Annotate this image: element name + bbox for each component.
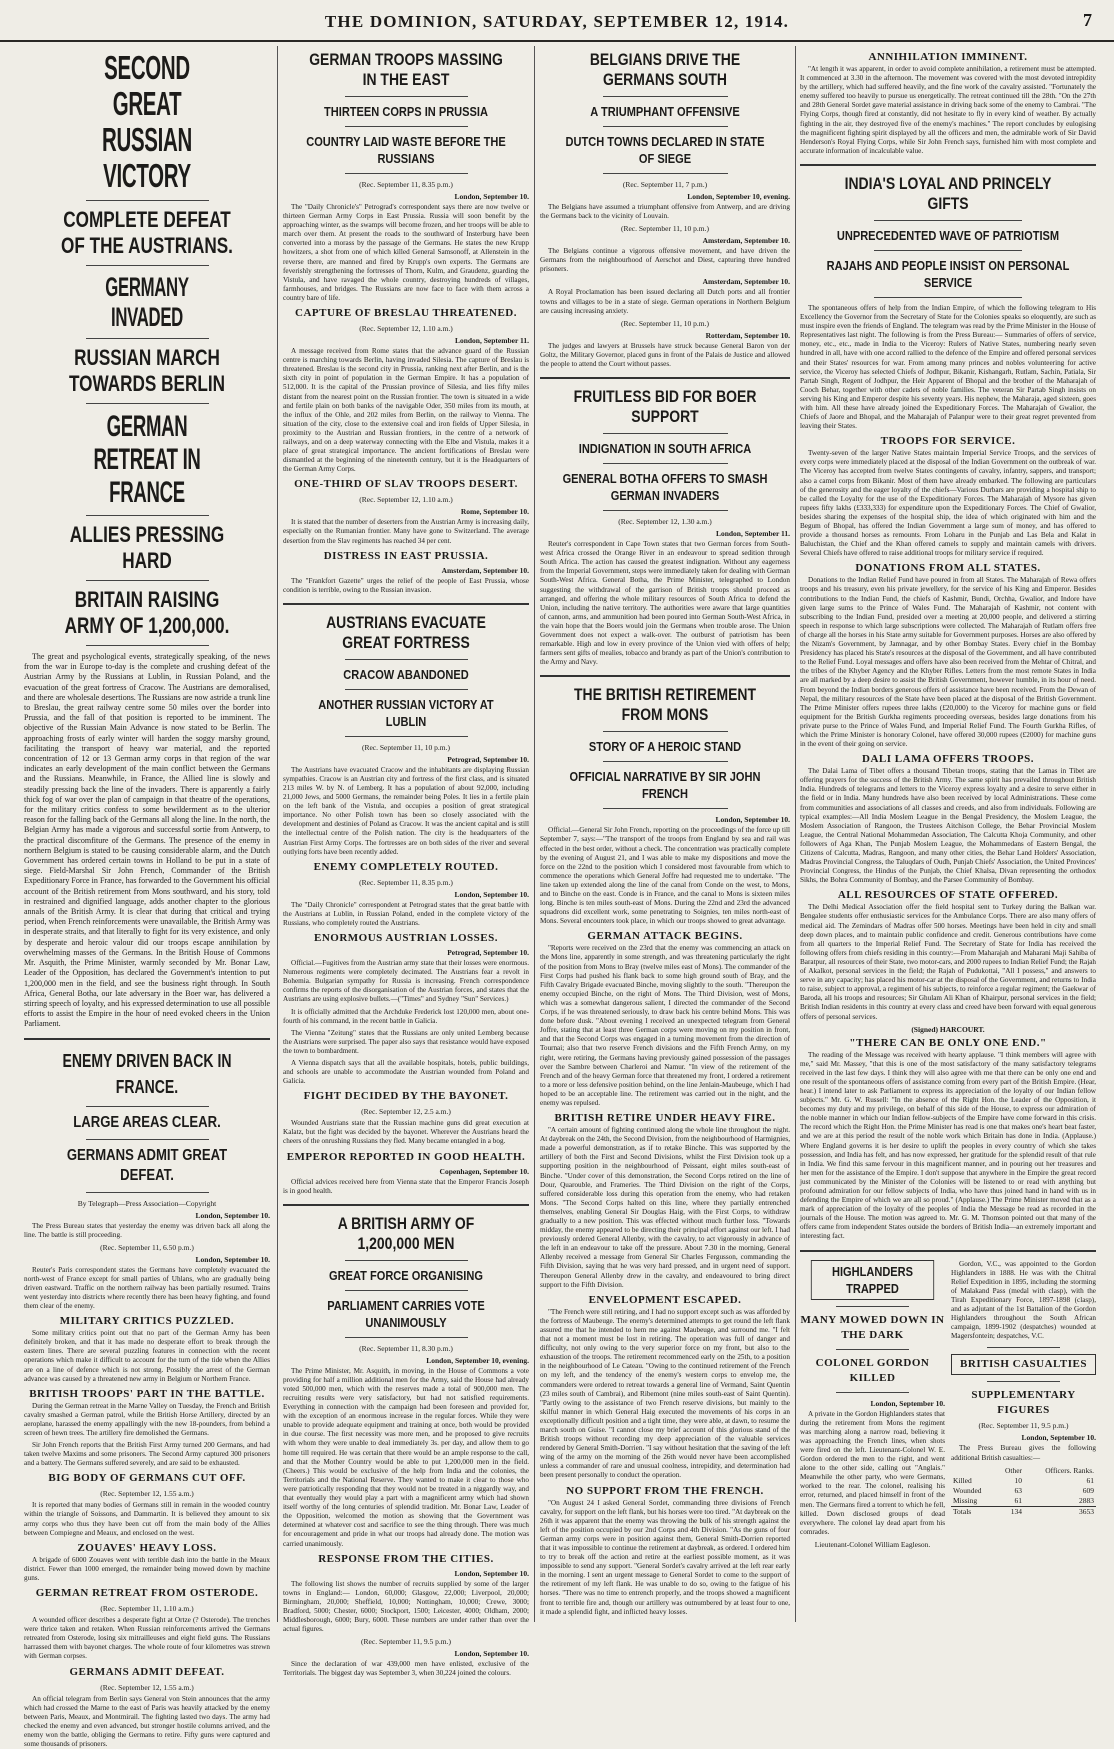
paragraph: The "Frankfort Gazette" urges the relief of the people of East Prussia, whose condition is terrible, owing to the Russian invasion. — [283, 576, 529, 594]
received-line: (Rec. September 12, 1.10 a.m.) — [359, 495, 453, 505]
section-heading: ONE-THIRD OF SLAV TROOPS DESERT. — [294, 478, 518, 491]
column-rule — [534, 46, 535, 1622]
dateline: London, September 11. — [454, 336, 529, 346]
dateline: Copenhagen, September 10. — [439, 1166, 529, 1176]
subheadline: A TRIUMPHANT OFFENSIVE — [590, 104, 740, 119]
dateline: Rome, September 10. — [460, 507, 529, 517]
section-heading: BIG BODY OF GERMANS CUT OFF. — [48, 1472, 246, 1485]
paragraph: Donations to the Indian Relief Fund have poured in from all States. The Maharajah of Rewa offers troops and his treasury, even his private jewellery, for the service of his King and Emperor. Besides contributions to the Indian Fund, the chiefs of Kashmir, Bundi, Orchha, Gwalior, and Indore have given large sums to the Prince of Wales Fund. The Maharajah of Kashmir, not content with subscribing to the Indian Fund, presided over a meeting at 20,000 people, and delivered a stirring speech in response to which large subscriptions were collected. The Maharajah of Rutlam offers free of charge all the horses in his State army suitable for Government purposes. Horses are also offered by the Nizam's Government, by Jamnagar, and by other Bombay States. Every chief in the Bombay Presidency has placed his State's resources at the disposal of the Government, and all have contributed to the Relief Fund. Loyal messages and offers have also been received from the Mehtar of Chitral, and the tribes of the Khyber Agency and the Khyber Rifles. Letters from the most remote States in India are all marked by a deep desire to assist the British Government, however humble, in its hour of need. From beyond the Indian borders generous offers of assistance have been received. From the Dewan of Nepal, the military resources of the State have been placed at the disposal of the British Government. The Prime Minister offers rupees three lakhs (£20,000) to the Viceroy for machine guns or field equipment for the British Gurkha regiments proceeding overseas, besides large donations from his private purse to the Prince of Wales Fund, and Imperial Relief Fund. The Fourth Gurkha Rifles, of which the Prime Minister is honorary Colonel, have offered 30,000 rupees (£2000) for machine guns in the event of their going on service. — [800, 576, 1096, 749]
section-heading: GERMAN RETREAT FROM OSTERODE. — [35, 1587, 259, 1600]
paragraph: The Delhi Medical Association offer the field hospital sent to Turkey during the Balkan war. Bengalee students offer enthusiastic services for the Ambulance Corps. There are also many offers of medical aid. The Zemindars of Madras offer 500 horses. Meetings have been held in city and small deep down places, and to maintain public confidence and credit. Generous contributions have come from all quarters to the Imperial Relief Fund. The Secretary of State for India has received the following offers from chiefs residing in this country:—From Maharajah and Maharani Maji Sahiba of Baratpur, all resources of their State, two motor-cars, and 2000 rupees to Indian Relief Fund; the Rajah of Akalkot, personal services in the field; the Rajah of Pudukottai, "All I possess," and answers to serve in any capacity; has placed his motor-car at the disposal of the Government, and returns to India to raise, subject to approval, a regiment of his subjects, to reinforce a regular regiment; the Gaekwar of Baroda, all his troops and resources; Sir Ghulam Ali Khan of Khairpur, personal services in the field; British Indian residents in this country at every class and creed have been forward with equal generous offers of personal services. — [800, 903, 1096, 1021]
bottom-stories — [800, 1260, 1096, 1552]
column-3 — [540, 50, 790, 1620]
dateline: London, September 10. — [454, 192, 529, 201]
subheadline: DUTCH TOWNS DECLARED IN STATE OF SIEGE — [565, 134, 765, 166]
section-heading: CAPTURE OF BRESLAU THREATENED. — [295, 307, 517, 320]
paragraph: A Vienna dispatch says that all the available hospitals, hotels, public buildings, and schools are unable to accommodate the Austrian wounded from Poland and Galicia. — [283, 1058, 529, 1086]
photo-caption: Lieutenant-Colonel William Eagleson. — [814, 1539, 931, 1549]
paragraph: A Royal Proclamation has been issued declaring all Dutch ports and all frontier towns and villages to be in a state of siege. German operations in Northern Belgium are causing increasing anxiety. — [540, 288, 790, 315]
subheadline: COLONEL GORDON KILLED — [815, 1356, 930, 1384]
dateline: Petrograd, September 10. — [447, 948, 529, 958]
paragraph: The Prime Minister, Mr. Asquith, in moving, in the House of Commons a vote providing for half a million additional men for the Army, said the House had already voted 500,000 men, which with the reserves made a total of 900,000 men. The recruiting results were very satisfactory, but had not satisfied requirements. Everything in connection with the campaign had been foreseen and provided for, with the exception of an enormous increase in the regular forces. While they were unable to provide adequate equipment and training at once, both would be provided in due course. The first necessity was more men, and he proposed to give recruits with whom they were unable to deal immediately 3s. per day, and allow them to go home till required. He was certain that there would be an ample response to the call, and that the Mother Country would be able to put 1,200,000 men in the field. (Cheers.) This would be exclusive of the help from India and the colonies, the Territorials and the National Reserve. They wanted to make it clear to those who were patriotically responding that they would not be treated in a niggardly way, and that eventually they would play a part with a magnificent army which had shown itself worthy of the long centuries of splendid tradition. Mr. Bonar Law, Leader of the Opposition, welcomed the motion as showing that the Government was determined at whatever cost and sacrifice to see the thing through. There was much for encouragement and pride in what our troops had already done. The motion was carried unanimously. — [283, 1366, 529, 1548]
section-heading: NO SUPPORT FROM THE FRENCH. — [566, 1484, 764, 1497]
received-line: (Rec. September 11, 10 p.m.) — [361, 742, 451, 752]
received-line: (Rec. September 11, 9.5 p.m.) — [978, 1421, 1069, 1431]
section-heading: EMPEROR REPORTED IN GOOD HEALTH. — [286, 1150, 526, 1163]
column-rule — [277, 46, 278, 1622]
received-line: (Rec. September 11, 9.5 p.m.) — [361, 1637, 451, 1647]
headline: RUSSIAN MARCH TOWARDS BERLIN — [68, 345, 226, 396]
paragraph: "On August 24 I asked General Sordet, commanding three divisions of French cavalry, for support on the left flank, but his horses were too tired. "At daybreak on the 26th it was apparent that the enemy was throwing the bulk of his strength against the left of the position occupied by our 2nd Corps and 4th Division. "As the guns of four German army corps were in position against them, General Smith-Dorrien reported that it was impossible to continue the retirement at daybreak, as ordered. I ordered him to try to break off the action and retire at the earliest possible moment, as it was impossible to send any support. "General Sordet's cavalry arrived at the left rear early in the morning. I sent an urgent message to General Sordet to come to the support of the retirement of my left flank. He was unable to do so, owing to the fatigue of his horses. "There was no time to entrench properly, and the troops showed a magnificent front to terrible fire and, though our artillery was outnumbered by at least four to one, it made a splendid fight, and inflicted heavy losses. — [540, 1498, 790, 1616]
received-line: (Rec. September 11, 8.35 p.m.) — [359, 180, 453, 189]
section-heading: DONATIONS FROM ALL STATES. — [855, 562, 1041, 575]
paragraph: An official telegram from Berlin says General von Stein announces that the army which had crossed the Marne to the east of Paris was heavily attacked by the enemy between Paris, Meaux, and Montmirail. The fighting lasted two days. The army had checked the enemy and even advanced, but stronger hostile columns arrived, and the enemy won the battle, obliging the Germans to retire. Fifty guns were captured and some thousands of prisoners. — [24, 1694, 270, 1748]
section-heading: ALL RESOURCES OF STATE OFFERED. — [837, 889, 1059, 902]
paragraph: The Belgians have assumed a triumphant offensive from Antwerp, and are driving the Germans back to the vicinity of Louvain. — [540, 203, 790, 221]
paragraph: Sir John French reports that the British First Army turned 200 Germans, and had taken twelve Maxims and some prisoners. The Second Army captured 300 prisoners and a battery. The Germans suffered severely, and are said to be exhausted. — [24, 1441, 270, 1468]
headline: HIGHLANDERS TRAPPED — [811, 1260, 934, 1300]
section-heading: DISTRESS IN EAST PRUSSIA. — [323, 549, 489, 562]
dateline: London, September 10, evening. — [687, 192, 790, 201]
dateline: London, September 10. — [454, 1568, 529, 1578]
headline: ALLIES PRESSING HARD — [69, 522, 225, 573]
paragraph: The following list shows the number of recruits supplied by some of the larger towns in England:— London, 60,000; Glasgow, 22,000; Liverpool, 20,000; Birmingham, 20,000; Sheffield, 10,000; Nottingham, 10,000; Crewe, 3000; Bradford, 5000; Chester, 6000; Stockport, 1500; Leicester, 4000; Oldham, 2000; Middlesborough, 6000; Bury, 6000. These numbers are under rather than over the actual figures. — [283, 1579, 529, 1634]
paragraph: Official advices received here from Vienna state that the Emperor Francis Joseph is in good health. — [283, 1177, 529, 1195]
paragraph: "Reports were received on the 23rd that the enemy was commencing an attack on the Mons line, apparently in some strength, and was threatening particularly the right of the position from Mons to Bray (twelve miles east of Mons). The commander of the First Corps had pushed his flank back to some high ground south of Bray, and the Fifth Cavalry Brigade evacuated Binche, moving slightly to the south. "Thereupon the enemy occupied Binche, on the right of Mons. The Third Division, west of Mons, which was a somewhat dangerous salient, I directed the commander of the Second Corps, if he was threatened seriously, to draw back his centre behind Mons. This was done before dusk. "About evening I received an unexpected telegram from General Joffre, stating that at least three German corps were moving on my position in front, and that the Second Corps was engaged in a turning movement from the direction of Tournai; also that two reserve French divisions and the Fifth French Army, on my right, were retiring, the Germans having previously gained possession of the passages over the Sambre between Charleroi and Namur. "In view of the retirement of the French and of the heavy German force that threatened my front, I ordered a retirement to a more or less defensive position behind, on the line Jenlain-Maubeuge, which I had hoped to be an acceptable line. The retirement was carried out in the night, and the enemy was repulsed. — [540, 944, 790, 1107]
dateline: Amsterdam, September 10. — [441, 565, 529, 575]
section-heading: GERMAN ATTACK BEGINS. — [587, 930, 743, 943]
paragraph: A private in the Gordon Highlanders states that during the retirement from Mons the regiment was marching along a narrow road, believing it was approaching the French lines, when shots were fired on the left. Lieutenant-Colonel W. E. Gordon ordered the men to the right, and went alone to the other side, calling out "Anglais." Meanwhile the other party, who were Germans, worked to the rear. The colonel, realising his error, returned, and placed himself in front of the men. The Germans fired a torrent to which he fell, killed. Down disclosed groups of dead everywhere. The colonel lay dead apart from his comrades. — [800, 1409, 945, 1536]
headline: A BRITISH ARMY OF 1,200,000 MEN — [337, 1213, 475, 1253]
section-heading: FIGHT DECIDED BY THE BAYONET. — [303, 1090, 509, 1103]
summary-article: The great and psychological events, strategically speaking, of the news from the war in Europe to-day is the complete and crushing defeat of the Austrian Army by the Russians at Lublin, in Russian Poland, and the evacuation of the great fortress of Cracow. The Austrians are demoralised, and there are wholesale desertions. The Russians are now astride a trunk line to Breslau, the great railway centre some 50 miles over the border into Prussia, and the fall of that position is reported to be imminent. The objective of the Russian Main Advance is now stated to be Berlin. The approaching frosts of early winter will harden the soggy marshy ground, facilitating the transport of heavy war material, and the reported concentration of 12 or 13 German army corps in that region of the war indicates an early development of the main conflict between the Germans and the Russians. Meanwhile, in France, the Allied line is slowly and steadily pressing back the line of the invaders. There is apparently a fairly thick fog of war over the plan of campaign in that theatre of the operations, for the military critics confess to some bewilderment as to the ulterior reason for the falling back of the Germans all along the line. In the north, the Belgian Army has made a vigorous and successful sortie from Antwerp, to the practical discomfiture of the Germans. The presence of the enemy in northern Belgium is stated to be causing considerable alarm, and the Dutch Government has ordered certain towns in Holland to be put in a state of siege. Field-Marshal Sir John French, Commander of the British Expeditionary Force in France, has forwarded to the Government his official account of the British retirement from Mons southward, and his story, told in restrained and dignified language, adds another chapter to the glorious annals of the British Army. It is clear that during that critical and trying period, when French reinforcements were unavailable, the British Army was in desperate straits, and that literally to fight for its very existence, and only by desperate and heroic valour did our troops escape annihilation by overwhelming masses of the Germans. In the British House of Commons Mr. Asquith, the Prime Minister, warmly seconded by Mr. Bonar Law, Leader of the Opposition, has declared the Government's intention to put 1,200,000 men in the field, and see the business right through. In South Africa, General Botha, our late adversary in the Boer war, has delivered a stirring speech of loyalty, and his expressed determination to use all possible efforts to assist the Empire in the hour of need evoked cheers in the Union Parliament. — [24, 652, 270, 1029]
headline: GERMAN RETREAT IN FRANCE — [93, 410, 201, 509]
column-1 — [24, 49, 270, 1748]
received-line: (Rec. September 11, 7 p.m.) — [622, 180, 708, 189]
paragraph: The spontaneous offers of help from the Indian Empire, of which the following telegram to His Excellency the Governor from the Secretary of State for the Colonies speaks so eloquently, are such as must inspire even the friends of England. The telegram was read by the Prime Minister in the House of Representatives last night. The following is from the Press Bureau:— Summaries of offers of service, money, etc., etc., made in India to the Viceroy: Rulers of Native States, numbering nearly seven hundred in all, have with one accord rallied to the defence of the Empire and offered personal services and their States' resources for war. From among many princes and nobles volunteering for active service, the Viceroy has selected Chiefs of Jodhpur, Bikanir, Kishangarh, Rutlam, Sachin, Patiala, Sir Partab Singh, Regent of Jodhpur, the Heir Apparent of Bhopal and the brother of the Maharajah of Cooch Behar, together with other cadets of noble families. The veteran Sir Partab Singh insists on serving his King and Emperor despite his seventy years. His nephew, the Maharaja, aged sixteen, goes with him. All these have already joined the Expeditionary Forces. The Maharajah of Gwalior, the Chiefs of Jaore and Bhopal, and the Maharajah of Palanpur were to their great regret prevented from leaving their States. — [800, 303, 1096, 431]
section-heading: GERMANS ADMIT DEFEAT. — [69, 1665, 225, 1678]
section-heading: "THERE CAN BE ONLY ONE END." — [849, 1036, 1047, 1049]
paragraph: Gordon, V.C., was appointed to the Gordon Highlanders in 1888. He was with the Chitral Relief Expedition in 1895, including the storming of Malakand Pass (medal with clasp), with the Tirah Expeditionary Force, 1897-1898 (clasp), and as adjutant of the 1st Battalion of the Gordon Highlanders throughout the South African campaign, 1899-1902 (despatches) wounded at Magersfontein; despatches, V.C. — [951, 1259, 1096, 1341]
section-heading: ANNIHILATION IMMINENT. — [868, 51, 1028, 63]
section-heading: BRITISH TROOPS' PART IN THE BATTLE. — [29, 1387, 265, 1400]
dateline: Rotterdam, September 10. — [705, 330, 790, 340]
subheadline: GENERAL BOTHA OFFERS TO SMASH GERMAN INVADERS — [562, 471, 768, 504]
headline: BRITAIN RAISING ARMY OF 1,200,000. — [64, 587, 230, 638]
section-heading: TROOPS FOR SERVICE. — [880, 435, 1016, 448]
dateline: Amsterdam, September 10. — [702, 277, 790, 287]
table-header: Other Officers. Ranks. — [1004, 1465, 1094, 1475]
subheadline: UNPRECEDENTED WAVE OF PATRIOTISM — [836, 227, 1060, 243]
paragraph: The "Daily Chronicle" correspondent at Petrograd states that the great battle with the Austrians at Lublin, in Russian Poland, ended in the complete victory of the Russians, who completely routed the Austrians. — [283, 900, 529, 927]
paragraph: A wounded officer describes a desperate fight at Ortze (? Osterode). The trenches were thrice taken and retaken. When Russian reinforcements arrived the Germans retreated from Osterode, losing six mitrailleuses and eight field guns. The Russians harrassed them with bayonet charges. The whole route of four kilometres was strewn with German corpses. — [24, 1616, 270, 1661]
paragraph: A brigade of 6000 Zouaves went with terrible dash into the battle in the Meaux district. Fewer than 1000 emerged, the remainder being mowed down by machine guns. — [24, 1555, 270, 1582]
received-line: (Rec. September 12, 1.55 a.m.) — [100, 1682, 194, 1692]
received-line: (Rec. September 11, 10 p.m.) — [620, 318, 710, 328]
dateline: London, September 10. — [195, 1210, 270, 1220]
column-2 — [283, 50, 529, 1678]
paragraph: Wounded Austrians state that the Russian machine guns did great execution at Kalatz, but the fight was decided by the bayonet. Wherever the Austrians heard the cheers of the onrushing Russians they fled. Many became entangled in a bog. — [283, 1119, 529, 1146]
subheadline: GERMANS ADMIT GREAT DEFEAT. — [66, 1146, 228, 1184]
paragraph: The reading of the Message was received with hearty applause. "I think members will agree with me," said Mr. Massey, "that this is one of the most satisfactory of the many satisfactory telegrams received in the last few days. I think they will also agree with me that there can be only one end and one result of the spontaneous offers of assistance coming from every part of the British Empire. (Hear, hear.) I intend later to ask Parliament to express its appreciation of the loyalty of our Indian fellow subjects." Mr. G. W. Russell: "In the absence of the Right Hon. the Leader of the Opposition, it becomes my duty and my privilege, on behalf of this side of the House, to express our admiration of the noble manner in which our Indian fellow-subjects of the Empire have come forward in this crisis. The record which the Right Hon. the Prime Minister has read is one that makes one's heart beat faster, and we are at this period the result of the noble work which Britain has done in India. (Applause.) Where England governs it is her desire to uplift the peoples in every country of which she takes possession, and India has felt, and has now expressed, her gratitude for the splendid result of that rule in India. We find this same fervour in this magnificent manner, and in pouring out her treasures and her men for the assistance of the Empire. I don't suppose that anywhere in the Empire the great record just communicated by the Minister of the Colonies will be listened to or read with anything but profound admiration for our fellow subjects of India, who have thus joined hand in hand with us in defending the Empire of which we are all so proud." (Applause.) The Prime Minister moved that as a mark of appreciation of the loyalty of the peoples of India the Message be read as recorded in the journals of the House. The motion was agreed to. Mr. G. M. Thomson pointed out that many of the offers came from independent States outside the borders of British India—an extremely important and interesting fact. — [800, 1050, 1096, 1241]
masthead — [0, 0, 1114, 42]
wire-credit: By Telegraph—Press Association—Copyright — [77, 1198, 217, 1208]
received-line: (Rec. September 11, 6.50 p.m.) — [100, 1242, 194, 1252]
dateline: London, September 10. — [454, 1649, 529, 1659]
casualties-story — [951, 1260, 1096, 1552]
paragraph: Reuter's correspondent in Cape Town states that two German forces from South-west Africa crossed the Orange River in an endeavour to spread sedition through South Africa. The action has caused the greatest indignation. Without any eagerness from the Imperial Government, steps were immediately taken for dealing with German South-West Africa. General Botha, the Prime Minister, telegraphed to London suggesting the withdrawal of the garrison of British troops should proceed as arranged, and offering the whole military resources of South Africa to defend the Union, including the native territory. The authorities were aware that large quantities of cannon, arms, and ammunition had been poured into German South-West Africa, in the vain hope that the Boers would join the Germans when trouble arose. The Union Government does not expect a walk-over. The outburst of patriotism has been remarkable. High and low in every province of the Union vied with offers of help; farmers sent gifts of mealies, tobacco and brandy as part of the Union's contribution to the Army and Navy. — [540, 540, 790, 667]
section-heading: ZOUAVES' HEAVY LOSS. — [77, 1541, 217, 1554]
dateline: Petrograd, September 10. — [447, 754, 529, 764]
received-line: (Rec. September 12, 1.30 a.m.) — [618, 517, 712, 527]
dateline: Amsterdam, September 10. — [702, 236, 790, 246]
section-heading: MILITARY CRITICS PUZZLED. — [59, 1315, 235, 1328]
subheadline: THIRTEEN CORPS IN PRUSSIA — [324, 104, 488, 119]
paragraph: "At length it was apparent, in order to avoid complete annihilation, a retirement must be attempted. It commenced at 3.30 in the afternoon. The movement was covered with the most devoted intrepidity by the artillery, which had suffered heavily, and the fine work of the cavalry assisted. "Fortunately the enemy suffered too heavily to pursue us energetically. The retreat continued till the 28th. "On the 27th and 28th General Sordet gave material assistance in driving back some of the enemy to Cambrai. "The Flying Corps, though fired at constantly, did not hesitate to fly in every kind of weather. By actually fighting in the air, they destroyed five of the enemy's machines." The report concludes by eulogising the magnificent fighting spirit displayed by all the officers and men, the admirable work of Sir David Henderson's Royal Flying Corps, while Sir John French says, furnished him with most complete and accurate information of incalculable value. — [800, 65, 1096, 155]
highlanders-story — [800, 1260, 945, 1552]
subheadline: INDIGNATION IN SOUTH AFRICA — [578, 441, 752, 457]
subheadline: SUPPLEMENTARY FIGURES — [971, 1389, 1076, 1417]
received-line: (Rec. September 11, 8.35 p.m.) — [359, 877, 453, 887]
casualty-table — [951, 1466, 1096, 1517]
received-line: (Rec. September 12, 1.55 a.m.) — [100, 1489, 194, 1499]
headline: INDIA'S LOYAL AND PRINCELY GIFTS — [844, 173, 1052, 213]
headline-main: SECOND GREAT RUSSIAN VICTORY — [102, 49, 192, 194]
paragraph: Since the declaration of war 439,000 men have enlisted, exclusive of the Territorials. The biggest day was September 3, when 30,224 joined the colours. — [283, 1660, 529, 1678]
paragraph: Some military critics point out that no part of the German Army has been definitely broken, and that it has made no desperate effort to break through the eastern lines. There are several puzzling features in connection with the recent operations which make it difficult to account for the turn of the tide when the Allies are on a line of defence which is not strong. Possibly the arrest of the German advance was caused by a threatened new army in Belgium or Northern France. — [24, 1329, 270, 1383]
subheadline: CRACOW ABANDONED — [343, 666, 469, 682]
paragraph: It is reported that many bodies of Germans still in remain in the wooded country within the triangle of Soissons, and Dammartin. It is believed they amount to six army corps who thus they have been cut off from the main body of the Allies between Compiegne and Meaux, and enclosed on the west. — [24, 1501, 270, 1537]
paragraph: Reuter's Paris correspondent states the Germans have completely evacuated the north-west of France except for small parties of Uhlans, who are gradually being driven eastward. Traffic on the northern railway has been partially resumed. Trains went yesterday into districts where recently there has been heavy fighting, and found them clear of the enemy. — [24, 1265, 270, 1311]
paragraph: Official.—General Sir John French, reporting on the proceedings of the force up till September 7, says:—"The transport of the troops from England by sea and rail was effected in the best order, without a check. The concentration was practically complete by the evening of August 21, and I was able to make my dispositions and move the force on the 22nd to the position which I considered most favourable from which to commence the operations which General Joffre had requested me to undertake. "The line taken up extended along the line of the canal from Conde on the west, to Mons, and to Binche on the east. Conde is in France, and the canal to Mons is sixteen miles long. Binche is ten miles south-east of Mons. During the 22nd and 23rd the advanced squadrons did excellent work, some penetrating to Soignies, ten miles north-east of Mons. Several encounters took place, in which our troops showed to great advantage. — [540, 826, 790, 926]
section-heading: DALI LAMA OFFERS TROOPS. — [862, 753, 1034, 766]
table-row-totals: Totals 134 3653 — [953, 1506, 1094, 1516]
subheadline: PARLIAMENT CARRIES VOTE UNANIMOUSLY — [327, 1297, 485, 1330]
column-4 — [800, 50, 1096, 1620]
paragraph: Twenty-seven of the larger Native States maintain Imperial Service Troops, and the services of every corps were immediately placed at the disposal of the Indian Government on the outbreak of war. The Viceroy has accepted from twelve States contingents of cavalry, infantry, sappers, and transport; also a camel corps from Bikanir. Most of them have already embarked. The following are particulars of the generosity and the eager loyalty of the chiefs—Various Durbars are providing a hospital ship to be called the Loyalty for the use of the Expeditionary Forces. The Maharajah of Mysore has given rupees fifty lakhs (£333,333) for expenditure upon the Expeditionary Forces. The Chief of Gwalior, besides sharing the expenses of the hospital ship, the idea of which originated with him and the Begum of Bhopal, has offered the Indian Government a large sum of money, and has offered to provide a thousand horses as remounts. From Loharu in the Punjab and Las Bela and Kalat in Baluchistan, the Chief and the Khan offered camels to supply and maintain camels with drivers. Several Chiefs have offered to raise additional troops for military service if required. — [800, 449, 1096, 558]
subheadline: RAJAHS AND PEOPLE INSIST ON PERSONAL SERVICE — [826, 257, 1070, 290]
received-line: (Rec. September 12, 1.10 a.m.) — [359, 324, 453, 334]
table-row: Wounded 63 609 — [953, 1485, 1094, 1495]
column-rule — [795, 46, 796, 1622]
signature: (Signed) HARCOURT. — [911, 1024, 985, 1034]
dateline: London, September 10. — [454, 889, 529, 899]
subheadline: OFFICIAL NARRATIVE BY SIR JOHN FRENCH — [569, 769, 761, 802]
paragraph: It is stated that the number of deserters from the Austrian Army is increasing daily, especially on the Rumanian frontier. Many have gone to Switzerland. The average desertion from the Slav regiments has reached 34 per cent. — [283, 518, 529, 545]
dateline: London, September 10, evening. — [426, 1355, 529, 1365]
headline: BRITISH CASUALTIES — [951, 1354, 1096, 1375]
paragraph: The Belgians continue a vigorous offensive movement, and have driven the Germans from the neighbourhood of Aerschot and Diest, capturing three hundred prisoners. — [540, 247, 790, 274]
page-number: 7 — [1083, 10, 1092, 30]
received-line: (Rec. September 12, 2.5 a.m.) — [361, 1107, 451, 1117]
section-heading: ENORMOUS AUSTRIAN LOSSES. — [314, 932, 498, 945]
dateline: London, September 10. — [1021, 1433, 1096, 1443]
headline: THE BRITISH RETIREMENT FROM MONS — [573, 685, 756, 725]
dateline: London, September 10. — [870, 1398, 945, 1408]
subheadline: LARGE AREAS CLEAR. — [73, 1113, 221, 1131]
subheadline: ANOTHER RUSSIAN VICTORY AT LUBLIN — [318, 696, 494, 729]
paragraph: Official.—Fugitives from the Austrian army state that their losses were enormous. Numerous regiments were completely decimated. The Austrians fear a revolt in Bohemia. Bulgarian sympathy for Russia is increasing. French correspondence confirms the reports of the disorganisation of the Austrian forces, and states that the Austrians are using explosive bullets.—("Times" and Sydney "Sun" Services.) — [283, 959, 529, 1004]
paragraph: The Press Bureau gives the following additional British casualties:— — [951, 1444, 1096, 1462]
subheadline: COUNTRY LAID WASTE BEFORE THE RUSSIANS — [306, 134, 506, 166]
table-row: Killed 10 61 — [953, 1475, 1094, 1485]
subheadline: MANY MOWED DOWN IN THE DARK — [800, 1313, 945, 1341]
subheadline: GREAT FORCE ORGANISING — [329, 1267, 483, 1283]
headline: FRUITLESS BID FOR BOER SUPPORT — [573, 387, 757, 427]
masthead-title: THE DOMINION, SATURDAY, SEPTEMBER 12, 1914. — [324, 12, 790, 31]
paragraph: The "Daily Chronicle's" Petrograd's correspondent says there are now twelve or thirteen German Army Corps in East Prussia. Russia will soon benefit by the approaching winter, as the swamps will become frozen, and her troops will be able to march over them. At present the roads to the southward of Insterburg have been converted into a morass by the passage of the Germans. He states the new Krupp howitzers, a shot from one of which killed General Samsonoff, at Allenstein in the reverse there, are manned and fired by Krupp's own experts. The Germans are feverishly strengthening the fortresses of Thorn, Kulm, and Graudenz, guarding the Vistula, and have ravaged the whole country, destroying hundreds of villages, farmhouses, and bridges. The Russians are now face to face with them across a country bare of life. — [283, 203, 529, 302]
headline: BELGIANS DRIVE THE GERMANS SOUTH — [589, 50, 741, 89]
subheadline: STORY OF A HEROIC STAND — [588, 739, 742, 755]
headline: GERMANY INVADED — [105, 272, 189, 332]
headline: GERMAN TROOPS MASSING IN THE EAST — [309, 50, 503, 89]
dateline: London, September 11. — [715, 529, 790, 539]
paragraph: "A certain amount of fighting continued along the whole line throughout the night. At daybreak on the 24th, the Second Division, from the neighbourhood of Harmignies, made a powerful demonstration, as if to retake Binche. This was supported by the artillery of both the First and Second Divisions, whilst the First Division took up a supporting position in the neighbourhood of Peissant, eight miles south-east of Binche. "Under cover of this demonstration, the Second Corps retired on the line of Dour, Quarouble, and Frameries. The Third Division on the right of the Corps, suffered considerable loss during this operation from the enemy, who had retaken Mons. "The Second Corps halted on this line, where they partially entrenched themselves, enabling General Sir Douglas Haig, with the First Corps, to withdraw gradually to a new position. This was effected without much further loss. "Towards midday, the enemy appeared to be directing their principal effort against our left. I had previously ordered General Allenby, with the cavalry, to act vigorously in advance of the left in an endeavour to take off the pressure. About 7.30 in the morning, General Allenby received a message from General Sir Charles Fergusson, commanding the Fifth Division, saying that he was very hard pressed, and in urgent need of support. Thereupon General Allenby drew in the cavalry, and endeavoured to bring direct support to the Fifth Division. — [540, 1126, 790, 1289]
headline: COMPLETE DEFEAT OF THE AUSTRIANS. — [61, 207, 233, 258]
paragraph: The Press Bureau states that yesterday the enemy was driven back all along the line. The battle is still proceeding. — [24, 1221, 270, 1239]
paragraph: It is officially admitted that the Archduke Frederick lost 120,000 men, about one-fourth of his command, in the recent battle in Galicia. — [283, 1007, 529, 1025]
paragraph: A message received from Rome states that the advance guard of the Russian centre is marching towards Berlin, having invaded Silesia. The capture of Breslau is threatened. Breslau is the second city in Prussia, ranking next after Berlin, and is the sixth city in point of population in the German Empire. It has a population of 512,000. It is the capital of the Prussian province of Silesia, and lies fifty miles distant from the nearest point on the Russian frontier. The town is situated in a wide and fertile plain on both banks of the navigable Oder, 350 miles from its mouth, at the influx of the Ohle, and 202 miles from Berlin, on the railway to Vienna. The situation of the city, close to the extensive coal and iron fields of Upper Silesia, in proximity to the Austrian and Russian frontiers, in the centre of a network of railways, and on a deep waterway connecting with the Elbe and Vistula, makes it a place of great strategical importance. The ancient fortifications of Breslau were dismantled at the beginning of the nineteenth century, but it is the Headquarters of the German Army Corps. — [283, 347, 529, 474]
section-heading: ENEMY COMPLETELY ROUTED. — [313, 860, 499, 873]
headline: AUSTRIANS EVACUATE GREAT FORTRESS — [326, 612, 486, 652]
section-heading: ENVELOPMENT ESCAPED. — [588, 1293, 742, 1306]
section-heading: BRITISH RETIRE UNDER HEAVY FIRE. — [554, 1112, 776, 1125]
section-heading: RESPONSE FROM THE CITIES. — [318, 1552, 494, 1565]
dateline: London, September 10. — [195, 1254, 270, 1264]
paragraph: "The French were still retiring, and I had no support except such as was afforded by the fortress of Maubeuge. The enemy's determined attempts to get round the left flank assured me that he intended to hem me against Maubeuge, and surround me. "I felt that not a moment must be lost in retiring. The operation was full of danger and difficulty, not only owing to the very superior force on my front, but also to the exhaustion of the troops. The retirement recommenced early on the 25th, to a position in the neighbourhood of Le Cateau. "Owing to the continued retirement of the French on my left, and the tendency of the enemy's western corps to envelop me, the commanders were ordered to retreat towards a general line of Vermand, Saint Quentin (23 miles south of Cambrai), and Ribemont (nine miles south-east of Saint Quentin). "Partly owing to the assistance of two French reserve divisions, but mainly to the skilful manner in which General Haig executed the movements of his corps in an exceptionally difficult position and a tight time, they were able, at dawn, to resume the march south on Guise. "I cannot close my brief account of this glorious stand of the British troops without recording my deep appreciation of the valuable services rendered by General Smith-Dorrien. "I say without hesitation that the saving of the left wing of the army on the morning of the 26th would never have been accomplished unless a commander of rare and unusual coolness, intrepidity, and determination had been present personally to conduct the operation. — [540, 1307, 790, 1480]
received-line: (Rec. September 11, 10 p.m.) — [620, 224, 710, 234]
paragraph: During the German retreat in the Marne Valley on Tuesday, the French and British cavalry smashed a German patrol, while the British Horse Artillery, directed by an aeroplane, harassed the enemy appallingly with the new 18-pounders, from behind a screen of hewn trees. The artillery fire demolished the Germans. — [24, 1401, 270, 1438]
table-row: Missing 61 2883 — [953, 1495, 1094, 1505]
headline: ENEMY DRIVEN BACK IN FRANCE. — [62, 1050, 232, 1097]
paragraph: The Dalai Lama of Tibet offers a thousand Tibetan troops, stating that the Lamas in Tibet are offering prayers for the success of the British Army. The same spirit has prevailed throughout British India. Hundreds of telegrams and letters to the Viceroy express loyalty and a desire to serve either in the field or in India. Many hundreds have also been received by local Administrations. These come from communities and associations of all classes and creeds, and also from individuals. Following are typical examples:—All India Moslem League in the Bengal Presidency, the Moslem League, the Moslem Association of Rangoon, the Trustees Aitchison College, the Behar Provincial Moslem League, the Central National Mohammedan Association, The Calcutta Khoja Community, and other followers of Aga Khan, The Punjab Moslem League, the Mohammedans of Eastern Bengal, the Citizens of Calcutta, Madras, Rangoon, and many other cities, the Behar Land Holders' Association, Madras Provincial Congress, the Taluqdars of Oudh, Punjab Chiefs' Association, the United Provinces' Provincial Congress, the Hindus of the Punjab, the Chief Khalsa, Divan representing the orthodox Sikhs, the Bohra Community of Bombay, and the Parsee Community of Bombay. — [800, 767, 1096, 885]
paragraph: The Austrians have evacuated Cracow and the inhabitants are displaying Russian sympathies. Cracow is an Austrian city and fortress of the first class, and is situated 213 miles W. by N. of Lemberg. It has a population of about 92,000, including 21,000 Jews, and 5000 Germans, the remainder being Poles. It lies in a fertile plain on the left bank of the Vistula, and occupies a position of great strategical importance. No other Polish town has been so closely associated with the development and destinies of Poland as Cracow. It was the ancient capital and is still the intellectual centre of the Polish nation. The city is the headquarters of the Austrian First Army Corps. The fortresses are on both sides of the river and several outlying forts have been recently added. — [283, 765, 529, 856]
received-line: (Rec. September 11, 8.30 p.m.) — [359, 1343, 453, 1353]
dateline: London, September 10. — [715, 815, 790, 825]
received-line: (Rec. September 11, 1.10 a.m.) — [100, 1604, 194, 1614]
paragraph: The judges and lawyers at Brussels have struck because General Baron von der Goltz, the Military Governor, placed guns in front of the Palais de Justice and allowed the people to attend the Court without passes. — [540, 341, 790, 368]
paragraph: The Vienna "Zeitung" states that the Russians are only united Lemberg because the Austrians were surprised. The paper also says that resistance would have exposed the town to bombardment. — [283, 1028, 529, 1055]
